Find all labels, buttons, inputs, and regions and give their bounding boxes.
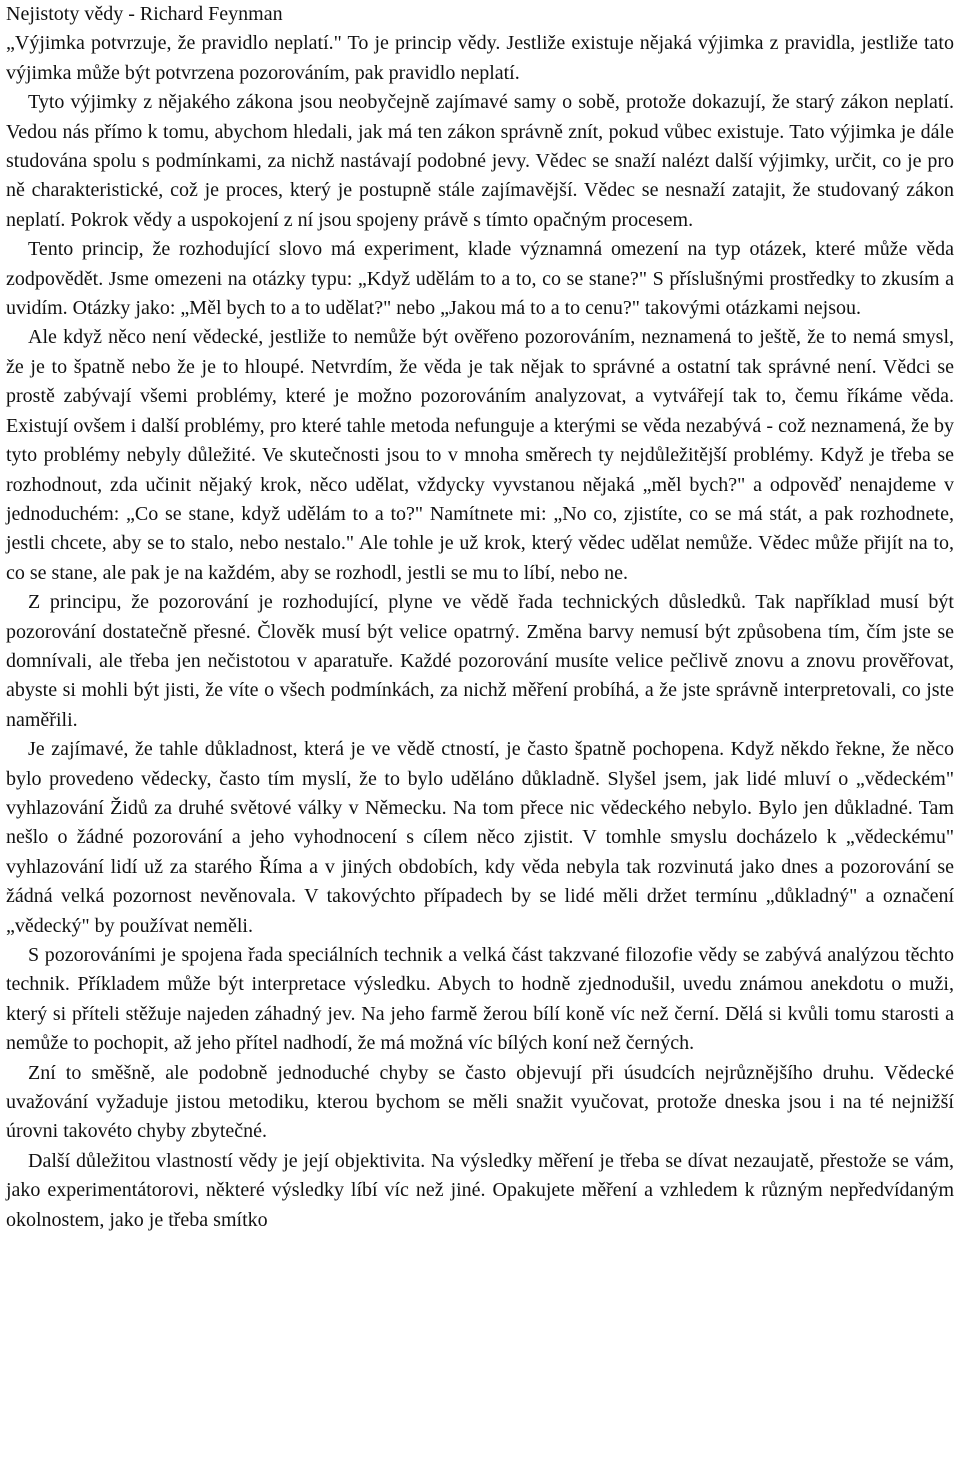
paragraph-9: Další důležitou vlastností vědy je její objektivita. Na výsledky měření je třeba se dívat nezaujatě, přestože se vám, jako experimentátorovi, některé výsledky líbí víc než jiné. Opakujete měření a vzhledem k různým nepředvídaným okolnostem, jako je třeba smítko <box>6 1149 954 1231</box>
paragraph-4: Ale když něco není vědecké, jestliže to nemůže být ověřeno pozorováním, neznamená to ještě, že to nemá smysl, že je to špatně nebo že je to hloupé. Netvrdím, že věda je tak nějak to správné a ostatní tak správné není. Vědci se prostě zabývají všemi problémy, které je možno pozorováním analyzovat, a vytvářejí tak to, čemu říkáme věda. Existují ovšem i další problémy, pro které tahle metoda nefunguje a kterými se věda nezabývá - což neznamená, že by tyto problémy nebyly důležité. Ve skutečnosti jsou to v mnoha směrech ty nejdůležitější problémy. Když je třeba se rozhodnout, zda učinit nějaký krok, něco udělat, vždycky vyvstanou nějaká „měl bych?" a odpověď nenajdeme v jednoduchém: „Co se stane, když udělám to a to?" Namítnete mi: „No co, zjistíte, co se má stát, a pak rozhodnete, jestli chcete, aby se to stalo, nebo nestalo." Ale tohle je už krok, který vědec udělat nemůže. Vědec může přijít na to, co se stane, ale pak je na každém, aby se rozhodl, jestli se mu to líbí, nebo ne. <box>6 326 954 584</box>
paragraph-8: Zní to směšně, ale podobně jednoduché chyby se často objevují při úsudcích nejrůznějšího druhu. Vědecké uvažování vyžaduje jistou metodiku, kterou bychom se měli snažit vyučovat, protože dneska jsou i na té nejnižší úrovni takovéto chyby zbytečné. <box>6 1061 954 1143</box>
paragraph-6: Je zajímavé, že tahle důkladnost, která je ve vědě ctností, je často špatně pochopena. Když někdo řekne, že něco bylo provedeno vědecky, často tím myslí, že to bylo uděláno důkladně. Slyšel jsem, jak lidé mluví o „vědeckém" vyhlazování Židů za druhé světové války v Německu. Na tom přece nic vědeckého nebylo. Bylo jen důkladné. Tam nešlo o žádné pozorování a jeho vyhodnocení s cílem něco zjistit. V tomhle smyslu docházelo k „vědeckému" vyhlazování lidí už za starého Říma a v jiných obdobích, kdy věda nebyla tak rozvinutá jako dnes a pozorování se žádná velká pozornost nevěnovala. V takovýchto případech by se lidé měli držet termínu „důkladný" a označení „vědecký" by používat neměli. <box>6 738 954 937</box>
paragraph-1: „Výjimka potvrzuje, že pravidlo neplatí." To je princip vědy. Jestliže existuje nějaká výjimka z pravidla, jestliže tato výjimka může být potvrzena pozorováním, pak pravidlo neplatí. <box>6 32 954 84</box>
paragraph-7: S pozorováními je spojena řada speciálních technik a velká část takzvané filozofie vědy se zabývá analýzou těchto technik. Příkladem může být interpretace výsledku. Abych to hodně zjednodušil, uvedu známou anekdotu o muži, který si příteli stěžuje najeden záhadný jev. Na jeho farmě žerou bílí koně víc než černí. Dělá si kvůli tomu starosti a nemůže to pochopit, až jeho přítel nadhodí, že má možná víc bílých koní než černých. <box>6 944 954 1055</box>
paragraph-3: Tento princip, že rozhodující slovo má experiment, klade významná omezení na typ otázek, které může věda zodpovědět. Jsme omezeni na otázky typu: „Když udělám to a to, co se stane?" S příslušnými prostředky to zkusím a uvidím. Otázky jako: „Měl bych to a to udělat?" nebo „Jakou má to a to cenu?" takovými otázkami nejsou. <box>6 238 954 320</box>
paragraph-5: Z principu, že pozorování je rozhodující, plyne ve vědě řada technických důsledků. Tak například musí být pozorování dostatečně přesné. Člověk musí být velice opatrný. Změna barvy nemusí být způsobena tím, čím jste se domnívali, ale třeba jen nečistotou v aparatuře. Každé pozorování musíte velice pečlivě znovu a znovu prověřovat, abyste si mohli být jisti, že víte o všech podmínkách, za nichž měření probíhá, a že jste správně interpretovali, co jste naměřili. <box>6 591 954 731</box>
paragraph-2: Tyto výjimky z nějakého zákona jsou neobyčejně zajímavé samy o sobě, protože dokazují, že starý zákon neplatí. Vedou nás přímo k tomu, abychom hledali, jak má ten zákon správně znít, pokud vůbec existuje. Tato výjimka je dále studována spolu s podmínkami, za nichž nastávají podobné jevy. Vědec se snaží nalézt další výjimky, určit, co je pro ně charakteristické, což je proces, který je postupně stále zajímavější. Vědec se nesnaží zatajit, že studovaný zákon neplatí. Pokrok vědy a uspokojení z ní jsou spojeny právě s tímto opačným procesem. <box>6 91 954 231</box>
document-page <box>6 0 954 1235</box>
document-title: Nejistoty vědy - Richard Feynman <box>6 3 283 25</box>
